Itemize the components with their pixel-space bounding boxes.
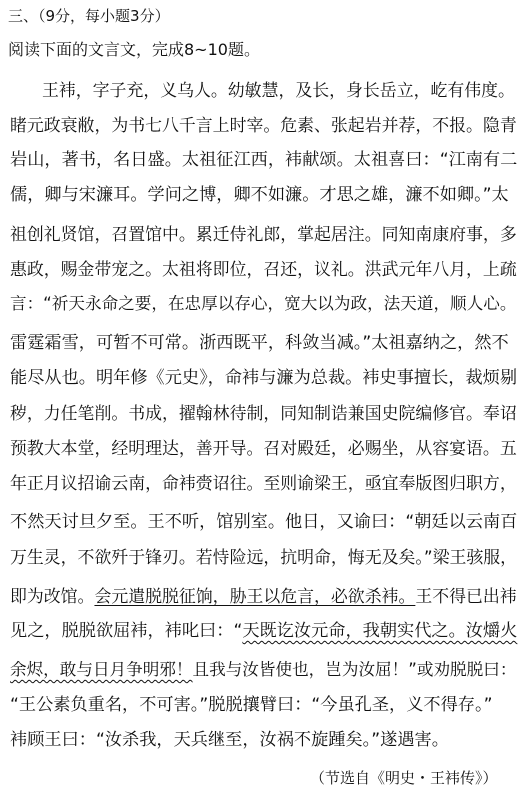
- passage-segment: 王不得已出袆: [415, 586, 517, 606]
- passage-segment: 即为改馆。: [10, 586, 95, 606]
- passage-segment: 见之，脱脱欲屈袆，袆叱曰：“: [10, 621, 243, 641]
- passage-line: 言：“祈天永命之要，在忠厚以存心，宽大以为政，法天道，顺人心。: [10, 294, 517, 313]
- passage-line: 万生灵，不欲歼于锋刃。若恃险远，抗明命，悔无及矣。”梁王骇服，: [10, 547, 518, 567]
- passage-line: 能尽从也。明年修《元史》，命袆与濂为总裁。袆史事擅长，裁烦剔: [10, 368, 518, 388]
- passage-line: 雷霆霜雪，可暂不可常。浙西既平，科敛当减。”太祖嘉纳之，然不: [10, 333, 509, 353]
- passage-line: “王公素负重名，不可害。”脱脱攘臂曰：“今虽孔圣，义不得存。”: [10, 695, 493, 715]
- passage-line: 睹元政衰敝，为书七八千言上时宰。危素、张起岩并荐，不报。隐青: [10, 115, 517, 135]
- underlined-sentence: 会元遣脱脱征饷，胁王以危言，必欲杀袆。: [94, 586, 416, 606]
- passage-line: 儒，卿与宋濂耳。学问之博，卿不如濂。才思之雄，濂不如卿。”太: [10, 185, 509, 205]
- passage-segment: 且我与汝皆使也，岂为汝屈！”或劝脱脱曰：: [192, 660, 517, 679]
- passage-line: [10, 658, 516, 682]
- wavy-underlined-sentence: 余烬，敢与日月争明邪！: [10, 660, 193, 679]
- instruction-text: 阅读下面的文言文，完成8~10题。: [8, 40, 260, 59]
- passage-line: 秽，力任笔削。书成，擢翰林待制，同知制诰兼国史院编修官。奉诏: [10, 403, 517, 423]
- passage-line: 年正月议招谕云南，命袆赍诏往。至则谕梁王，亟宜奉版图归职方，: [10, 473, 517, 493]
- passage-line: [10, 619, 517, 643]
- passage-line: 岩山，著书，名日盛。太祖征江西，袆献颂。太祖喜曰：“江南有二: [10, 150, 518, 170]
- passage-line: 祖创礼贤馆，召置馆中。累迁侍礼郎，掌起居注。同知南康府事，多: [10, 224, 517, 244]
- passage-line: 预教大本堂，经明理达，善开导。召对殿廷，必赐坐，从容宴语。五: [10, 438, 517, 458]
- passage-line: 惠政，赐金带宠之。太祖将即位，召还，议礼。洪武元年八月，上疏: [10, 259, 517, 279]
- section-header: 三、（9分，每小题3分）: [8, 7, 170, 25]
- wavy-underlined-sentence: 天既讫汝元命，我朝实代之。汝爝火: [242, 621, 518, 641]
- passage-line: [10, 584, 517, 608]
- passage-line: 王袆，字子充，义乌人。幼敏慧，及长，身长岳立，屹有伟度。: [42, 80, 515, 100]
- source-citation: （节选自《明史・王袆传》）: [310, 769, 498, 787]
- passage-line: 不然天讨旦夕至。王不听，馆别室。他日，又谕曰：“朝廷以云南百: [10, 512, 518, 532]
- passage-line: 袆顾王曰：“汝杀我，天兵继至，汝祸不旋踵矣。”遂遇害。: [10, 730, 449, 750]
